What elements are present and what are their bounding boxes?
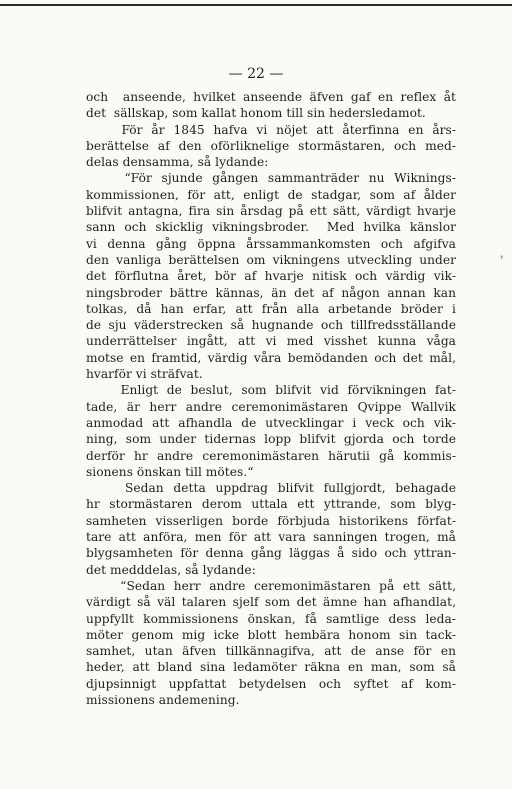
text-line: Enligt de beslut, som blifvit vid förvikningen fat-: [86, 383, 456, 398]
text-line: derför hr andre ceremonimästaren härutii gå kommis-: [86, 448, 456, 463]
text-line: det medddelas, så lydande:: [86, 562, 256, 577]
paragraph: [86, 382, 456, 480]
text-line: Sedan detta uppdrag blifvit fullgjordt, behagade: [86, 481, 456, 496]
text-line: anmodad att afhandla de utvecklingar i veck och vik-: [86, 415, 456, 430]
text-line: ningsbroder bättre kännas, än det af någon annan kan: [86, 285, 456, 300]
text-line: heder, att bland sina ledamöter räkna en man, som så: [86, 660, 456, 675]
top-edge-rule: [0, 4, 512, 6]
text-line: För år 1845 hafva vi nöjet att återfinna en års-: [86, 122, 456, 137]
text-line: blygsamheten för denna gång läggas å sido och yttran-: [86, 546, 456, 561]
text-line: den vanliga berättelsen om vikningens utveckling under: [86, 252, 456, 267]
text-line: tade, är herr andre ceremonimästaren Qvippe Wallvik: [86, 399, 456, 414]
text-line: sann och skicklig vikningsbroder. Med hvilka känslor: [86, 220, 456, 235]
text-line: samhet, utan äfven tillkännagifva, att de anse för en: [86, 644, 456, 659]
text-line: delas densamma, så lydande:: [86, 155, 269, 170]
margin-mark: ᵞ: [500, 254, 504, 264]
text-line: vi denna gång öppna årssammankomsten och afgifva: [86, 236, 456, 251]
text-line: tolkas, då han erfar, att från alla arbetande bröder i: [86, 301, 456, 316]
text-line: tare att anföra, men för att vara sanningen trogen, må: [86, 530, 456, 545]
body-text: [86, 89, 456, 708]
text-line: underrättelser ingått, att vi med visshet kunna våga: [86, 334, 456, 349]
paragraph: [86, 578, 456, 708]
text-line: blifvit antagna, fira sin årsdag på ett sätt, värdigt hvarje: [86, 204, 456, 219]
text-line: samheten visserligen borde förbjuda historikens förfat-: [86, 513, 456, 528]
text-line: berättelse af den oförliknelige stormästaren, och med-: [86, 138, 456, 153]
paragraph: [86, 480, 456, 578]
text-line: ning, som under tidernas lopp blifvit gjorda och torde: [86, 432, 456, 447]
text-line: det sällskap, som kallat honom till sin hedersledamot.: [86, 106, 426, 121]
text-line: djupsinnigt uppfattat betydelsen och syftet af kom-: [86, 676, 456, 691]
paragraph: [86, 122, 456, 171]
paragraph: [86, 170, 456, 382]
text-line: och anseende, hvilket anseende äfven gaf en reflex åt: [86, 90, 456, 104]
text-line: “Sedan herr andre ceremonimästaren på ett sätt,: [86, 578, 456, 593]
text-line: kommissionen, för att, enligt de stadgar, som af ålder: [86, 187, 456, 202]
paragraph: [86, 89, 456, 122]
text-line: uppfyllt kommissionens önskan, få samtlige dess leda-: [86, 611, 456, 626]
text-line: “För sjunde gången sammanträder nu Wiknings-: [86, 171, 456, 186]
text-line: värdigt så väl talaren sjelf som det ämne han afhandlat,: [86, 595, 456, 610]
text-line: det förflutna året, bör af hvarje nitisk och värdig vik-: [86, 269, 456, 284]
text-line: motse en framtid, värdig våra bemödanden och det mål,: [86, 350, 456, 365]
text-line: hr stormästaren derom uttala ett yttrande, som blyg-: [86, 497, 456, 512]
text-line: sionens önskan till mötes.“: [86, 464, 254, 479]
page-number: — 22 —: [228, 66, 284, 82]
text-line: de sju väderstrecken så hugnande och tillfredsställande: [86, 318, 456, 333]
text-line: möter genom mig icke blott hembära honom sin tack-: [86, 627, 456, 642]
text-line: hvarför vi sträfvat.: [86, 367, 203, 382]
text-line: missionens andemening.: [86, 692, 240, 707]
